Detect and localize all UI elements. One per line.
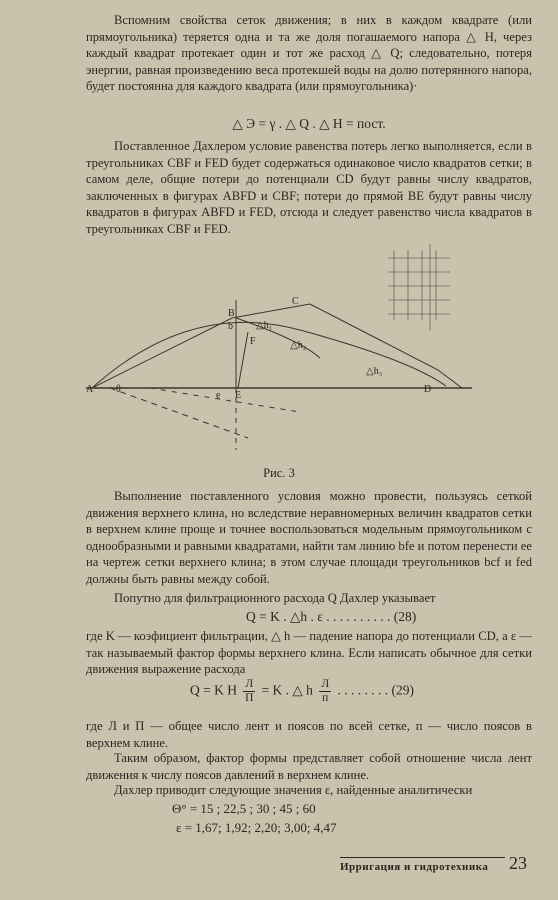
formula-29-tail: . . . . . . . . (29) (337, 682, 414, 698)
formula-29 (190, 678, 414, 705)
table-theta-row: Θ° = 15 ; 22,5 ; 30 ; 45 ; 60 (172, 801, 316, 816)
fraction-1-denominator: П (245, 692, 254, 704)
label-A: A (86, 384, 94, 395)
formula-28: Q = K . △h . ε . . . . . . . . . . (28) (246, 609, 417, 624)
dam-outline (92, 304, 462, 388)
curve-inner (236, 318, 320, 358)
paragraph-2: Поставленное Дахлером условие равенства потерь легко выполняется, если в треугольниках CBF и FED будет содержаться одинаковое число квадратов сетки; в самом деле, общие потери до потенциали CD будут равны числу квадратов, заключенных в фигурах ABFD и CBF; потери до прямой BE будут равны числу квадратов в фигурах ABFD и FED, отсюда и следует равенство числа квадратов в треугольниках CBF и FED. (86, 139, 532, 236)
label-e: e (216, 390, 221, 401)
label-F: F (250, 336, 256, 347)
paragraph-8: Дахлер приводит следующие значения ε, найденные аналитически (114, 783, 473, 797)
label-D: D (424, 384, 432, 395)
paragraph-7: Таким образом, фактор формы представляет собой отношение числа лент движения к числу поясов давлений в верхнем клине. (86, 751, 532, 782)
table-epsilon-row: ε = 1,67; 1,92; 2,20; 3,00; 4,47 (176, 820, 337, 835)
formula-29-fraction-2 (319, 678, 331, 705)
formula-29-mid: = K . △ h (261, 682, 313, 698)
formula-29-fraction-1 (243, 678, 255, 705)
label-C: C (292, 296, 299, 307)
fraction-1-numerator: Л (245, 678, 254, 690)
paragraph-4: Попутно для фильтрационного расхода Q Дахлер указывает (114, 591, 436, 605)
label-theta: θ (116, 384, 121, 395)
formula-29-lhs: Q = K H (190, 682, 237, 698)
figure-caption: Рис. 3 (263, 466, 295, 480)
label-dh3: △h₃ (366, 366, 383, 377)
model-grid (388, 244, 450, 330)
paragraph-6: где Л и П — общее число лент и поясов по всей сетке, п — число поясов в верхнем клине. (86, 719, 532, 750)
label-B: B (228, 308, 235, 319)
line-fe (238, 332, 248, 388)
fraction-2-numerator: Л (321, 678, 330, 690)
label-dh2: △h₂ (290, 340, 307, 351)
label-E: E (235, 390, 242, 401)
label-b: b (228, 321, 233, 332)
page-number: 23 (509, 853, 527, 873)
journal-title: Ирригация и гидротехника (340, 861, 489, 873)
dashed-line-lower (110, 388, 248, 438)
dashed-line-mid (150, 388, 300, 412)
footer-rule (340, 857, 505, 858)
paragraph-5: где K — коэфициент фильтрации, △ h — падение напора до потенциали CD, а ε — так называемый фактор формы верхнего клина. Если написать обычное для сетки движения выражение расхода (86, 629, 532, 677)
formula-energy: △ Э = γ . △ Q . △ H = пост. (232, 116, 386, 131)
curve-seepage (92, 322, 446, 388)
paragraph-3: Выполнение поставленного условия можно провести, пользуясь сеткой движения верхнего клина, но вследствие неравномерных величин квадратов сетки в верхнем клине проще и точнее воспользоваться модельным прямоугольником с однообразными и равными квадратами, найти там линию bfe и потом перенести ее на чертеж сетки верхнего клина; в этом случае площади треугольников bcf и fed должны быть равны между собой. (86, 489, 532, 586)
paragraph-1: Вспомним свойства сеток движения; в них в каждом квадрате (или прямоугольника) теряется одна и та же доля погашаемого напора △ H, через каждый квадрат протекает один и тот же расход △ Q; следовательно, потеря энергии, равная произведению веса протекшей воды на долю потерянного напора, будет постоянна для каждого квадрата (или прямоугольника)· (86, 13, 532, 94)
label-dh1: △h₁ (256, 320, 273, 331)
fraction-2-denominator: п (322, 692, 329, 704)
